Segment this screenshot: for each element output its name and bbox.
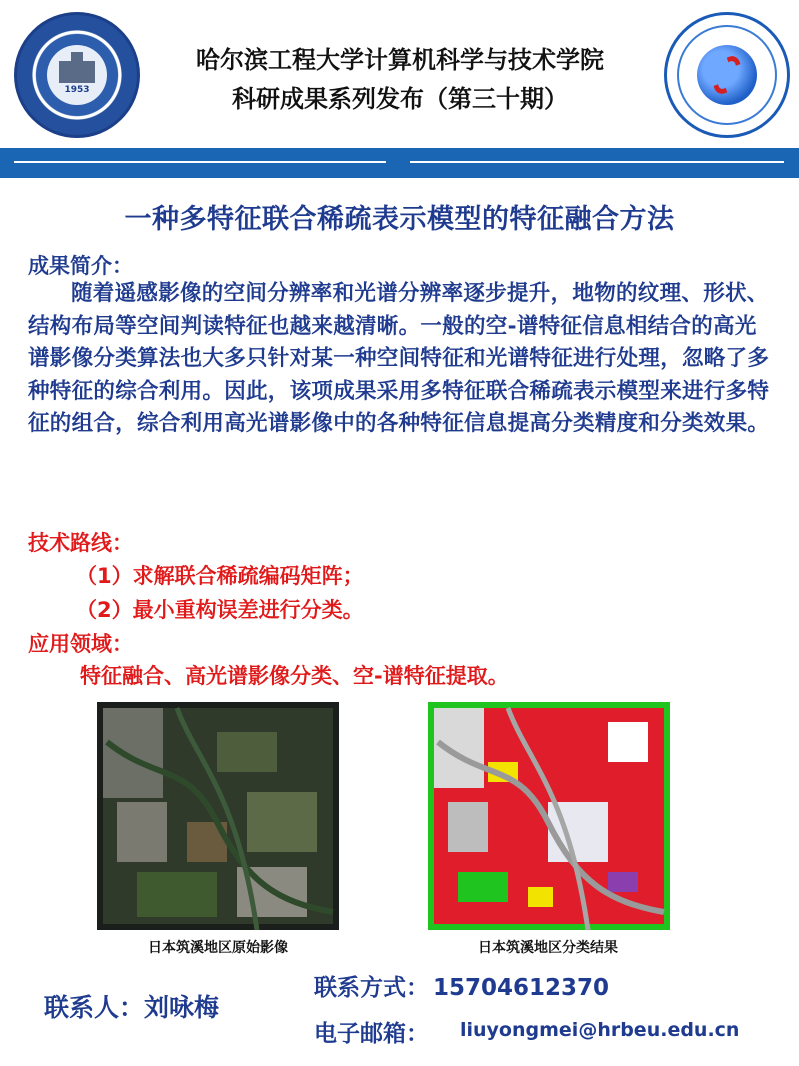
- logo-center: [47, 45, 107, 105]
- figure-caption-classification: 日本筑溪地区分类结果: [478, 940, 618, 956]
- college-emblem-logo: [664, 12, 790, 138]
- contact-person: 联系人：刘咏梅: [44, 993, 220, 1022]
- route-item-1: （1）求解联合稀疏编码矩阵；: [76, 564, 364, 588]
- intro-heading: 成果简介：: [28, 254, 133, 278]
- phone-label: 联系方式：: [314, 975, 429, 1001]
- header-title-line2: 科研成果系列发布（第三十期）: [232, 85, 568, 113]
- route-heading: 技术路线：: [28, 531, 133, 555]
- application-text: 特征融合、高光谱影像分类、空-谱特征提取。: [80, 664, 509, 688]
- main-title: 一种多特征联合稀疏表示模型的特征融合方法: [124, 204, 675, 235]
- satellite-image-graphic: [97, 702, 339, 930]
- application-heading: 应用领域：: [28, 632, 133, 656]
- classification-map-graphic: [428, 702, 670, 930]
- classification-map: [428, 702, 670, 930]
- email-address[interactable]: liuyongmei@hrbeu.edu.cn: [460, 1019, 740, 1041]
- figure-caption-original: 日本筑溪地区原始影像: [148, 940, 288, 956]
- phone-number[interactable]: 15704612370: [433, 975, 610, 1001]
- intro-paragraph: 随着遥感影像的空间分辨率和光谱分辨率逐步提升，地物的纹理、形状、结构布局等空间判读特征也越来越清晰。一般的空-谱特征信息相结合的高光谱影像分类算法也大多只针对某一种空间特征和光谱特征进行处理，忽略了多种特征的综合利用。因此，该项成果采用多特征联合稀疏表示模型来进行多特征的组合，综合利用高光谱影像中的各种特征信息提高分类精度和分类效果。: [28, 281, 770, 436]
- satellite-image: [97, 702, 339, 930]
- bar-rule-right: [410, 161, 784, 163]
- logo-year: 1953: [64, 85, 90, 95]
- contact-phone-row: [314, 969, 609, 1002]
- intro-body: [28, 278, 776, 441]
- bar-rule-left: [14, 161, 386, 163]
- header-bar: [0, 148, 799, 178]
- harbin-university-logo: [14, 12, 140, 138]
- building-icon: [59, 61, 95, 83]
- header-title-line1: 哈尔滨工程大学计算机科学与技术学院: [196, 46, 604, 74]
- route-item-2: （2）最小重构误差进行分类。: [76, 598, 364, 622]
- email-label: 电子邮箱：: [314, 1021, 429, 1047]
